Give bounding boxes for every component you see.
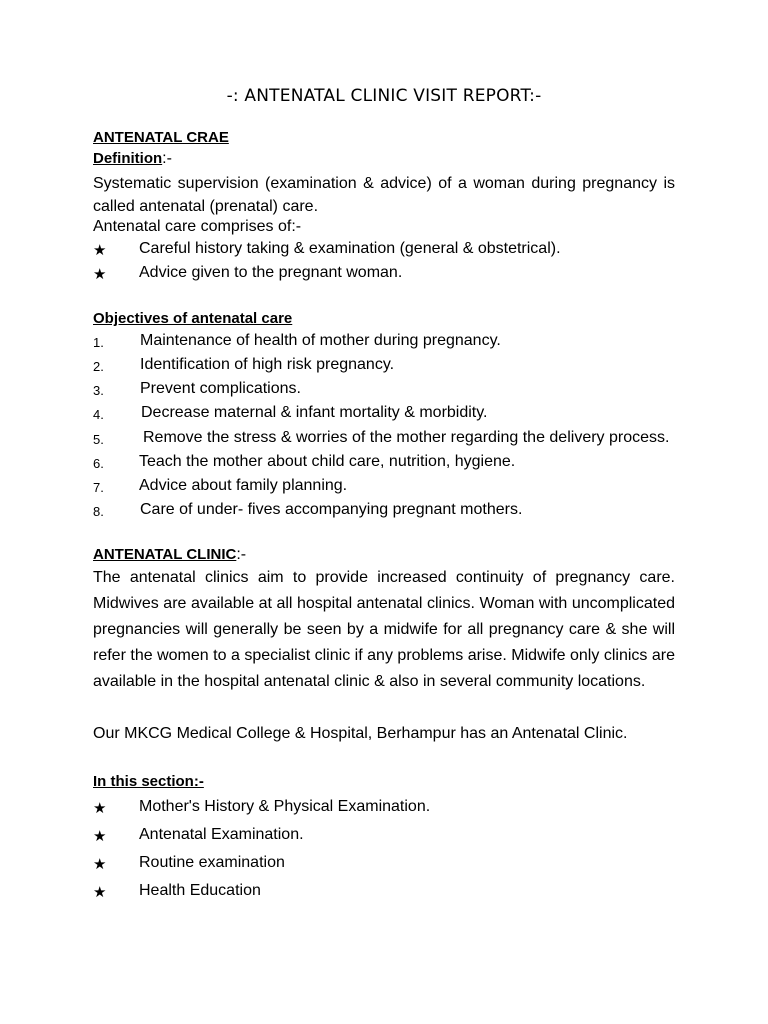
- objective-item: Teach the mother about child care, nutrition, hygiene.: [139, 453, 516, 470]
- objective-number: 2.: [93, 359, 104, 374]
- definition-label: Definition: [93, 150, 163, 167]
- care-item: Advice given to the pregnant woman.: [139, 264, 403, 281]
- star-bullet-icon: ★: [93, 266, 107, 283]
- objective-number: 4.: [93, 407, 104, 422]
- objective-number: 7.: [93, 480, 104, 495]
- objectives-heading: Objectives of antenatal care: [93, 310, 293, 327]
- section-heading: In this section:-: [93, 773, 204, 790]
- star-bullet-icon: ★: [93, 856, 107, 873]
- objective-item: Remove the stress & worries of the mother regarding the delivery process.: [143, 429, 670, 446]
- objective-number: 5.: [93, 432, 104, 447]
- definition-suffix: :-: [162, 150, 172, 167]
- objective-number: 3.: [93, 383, 104, 398]
- clinic-heading-line: [93, 546, 675, 564]
- objective-number: 1.: [93, 335, 104, 350]
- clinic-note: Our MKCG Medical College & Hospital, Berhampur has an Antenatal Clinic.: [93, 725, 628, 742]
- section-item: Mother's History & Physical Examination.: [139, 798, 431, 815]
- objective-item: Maintenance of health of mother during pregnancy.: [140, 332, 501, 349]
- objective-item: Care of under- fives accompanying pregnant mothers.: [140, 501, 523, 518]
- definition-line: [93, 150, 675, 168]
- star-bullet-icon: ★: [93, 242, 107, 259]
- star-bullet-icon: ★: [93, 800, 107, 817]
- objective-item: Prevent complications.: [140, 380, 301, 397]
- care-item: Careful history taking & examination (general & obstetrical).: [139, 240, 561, 257]
- objective-item: Decrease maternal & infant mortality & morbidity.: [141, 404, 488, 421]
- antenatal-care-heading: ANTENATAL CRAE: [93, 129, 229, 146]
- comprises-text: Antenatal care comprises of:-: [93, 218, 302, 235]
- section-item: Health Education: [139, 882, 261, 899]
- page-title: -: ANTENATAL CLINIC VISIT REPORT:-: [226, 86, 542, 106]
- clinic-paragraph: The antenatal clinics aim to provide increased continuity of pregnancy care. Midwives are available at all hospital antenatal clinics. Woman with uncomplicated pregnancies will generally be seen by a midwife for all pregnancy care & she will refer the women to a specialist clinic if any problems arise. Midwife only clinics are available in the hospital antenatal clinic & also in several community locations.: [93, 569, 675, 690]
- clinic-heading-suffix: :-: [236, 546, 247, 563]
- section-item: Routine examination: [139, 854, 285, 871]
- star-bullet-icon: ★: [93, 884, 107, 901]
- objective-item: Advice about family planning.: [139, 477, 348, 494]
- objective-number: 6.: [93, 456, 104, 471]
- star-bullet-icon: ★: [93, 828, 107, 845]
- section-item: Antenatal Examination.: [139, 826, 304, 843]
- clinic-heading: ANTENATAL CLINIC: [93, 546, 237, 563]
- definition-text: Systematic supervision (examination & advice) of a woman during pregnancy is called antenatal (prenatal) care.: [93, 175, 675, 215]
- objective-number: 8.: [93, 504, 104, 519]
- objective-item: Identification of high risk pregnancy.: [140, 356, 395, 373]
